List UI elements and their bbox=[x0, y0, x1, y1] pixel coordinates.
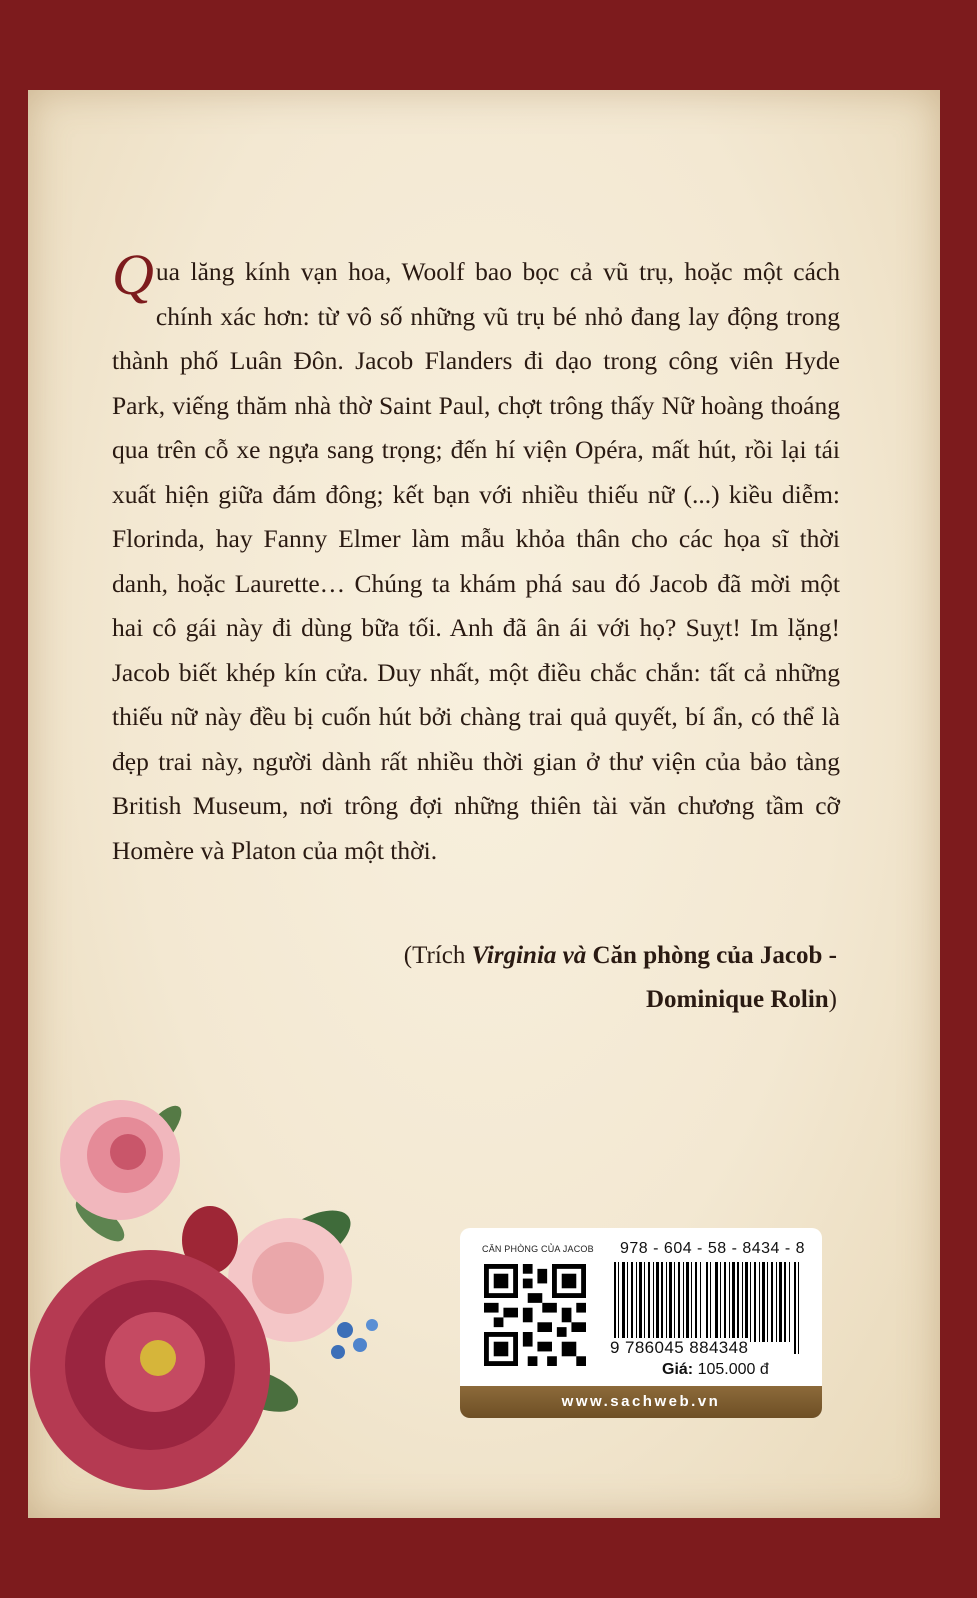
pink-rose-core bbox=[110, 1134, 146, 1170]
blue-flower bbox=[337, 1322, 353, 1338]
citation bbox=[277, 934, 837, 1022]
citation-title: Căn phòng của Jacob - bbox=[586, 942, 837, 969]
barcode-panel bbox=[460, 1228, 822, 1418]
light-pink-rose-center bbox=[252, 1242, 324, 1314]
price-value: 105.000 đ bbox=[697, 1361, 769, 1378]
blue-flower bbox=[366, 1319, 378, 1331]
citation-author: Dominique Rolin bbox=[645, 986, 829, 1013]
citation-prefix: (Trích bbox=[403, 942, 472, 969]
citation-suffix: ) bbox=[828, 986, 837, 1013]
price bbox=[662, 1361, 769, 1379]
red-rose-stamen bbox=[140, 1340, 176, 1376]
isbn-digits: 9 786045 884348 bbox=[610, 1338, 749, 1357]
isbn-text: 978 - 604 - 58 - 8434 - 8 bbox=[620, 1240, 806, 1257]
blurb-text: ua lăng kính vạn hoa, Woolf bao bọc cả vũ trụ, hoặc một cách chính xác hơn: từ vô số những vũ trụ bé nhỏ đang lay động trong thành phố Luân Đôn. Jacob Flanders đi dạo trong công viên Hyde Park, viếng thăm nhà thờ Saint Paul, chợt trông thấy Nữ hoàng thoáng qua trên cỗ xe ngựa sang trọng; đến hí viện Opéra, mất hút, rồi lại tái xuất hiện giữa đám đông; kết bạn với nhiều thiếu nữ (...) kiều diễm: Florinda, hay Fanny Elmer làm mẫu khỏa thân cho các họa sĩ thời danh, hoặc Laurette… Chúng ta khám phá sau đó Jacob đã mời một hai cô gái này đi dùng bữa tối. Anh đã ân ái với họ? Suỵt! Im lặng! Jacob biết khép kín cửa. Duy nhất, một điều chắc chắn: tất cả những thiếu nữ này đều bị cuốn hút bởi chàng trai quả quyết, bí ẩn, có thể là đẹp trai này, người dành rất nhiều thời gian ở thư viện của bảo tàng British Museum, nơi trông đợi những thiên tài văn chương tầm cỡ Homère và Platon của một thời. bbox=[112, 257, 840, 865]
qr-code bbox=[484, 1264, 586, 1366]
book-title-small: CĂN PHÒNG CỦA JACOB bbox=[482, 1244, 594, 1254]
rose-bouquet-illustration bbox=[10, 1090, 410, 1520]
citation-italic: Virginia và bbox=[471, 942, 587, 969]
blue-flower bbox=[331, 1345, 345, 1359]
price-label: Giá: bbox=[662, 1361, 694, 1378]
website-strip: www.sachweb.vn bbox=[460, 1386, 822, 1418]
blurb-paragraph bbox=[112, 242, 840, 873]
blue-flower bbox=[353, 1338, 367, 1352]
drop-cap: Q bbox=[112, 242, 154, 307]
